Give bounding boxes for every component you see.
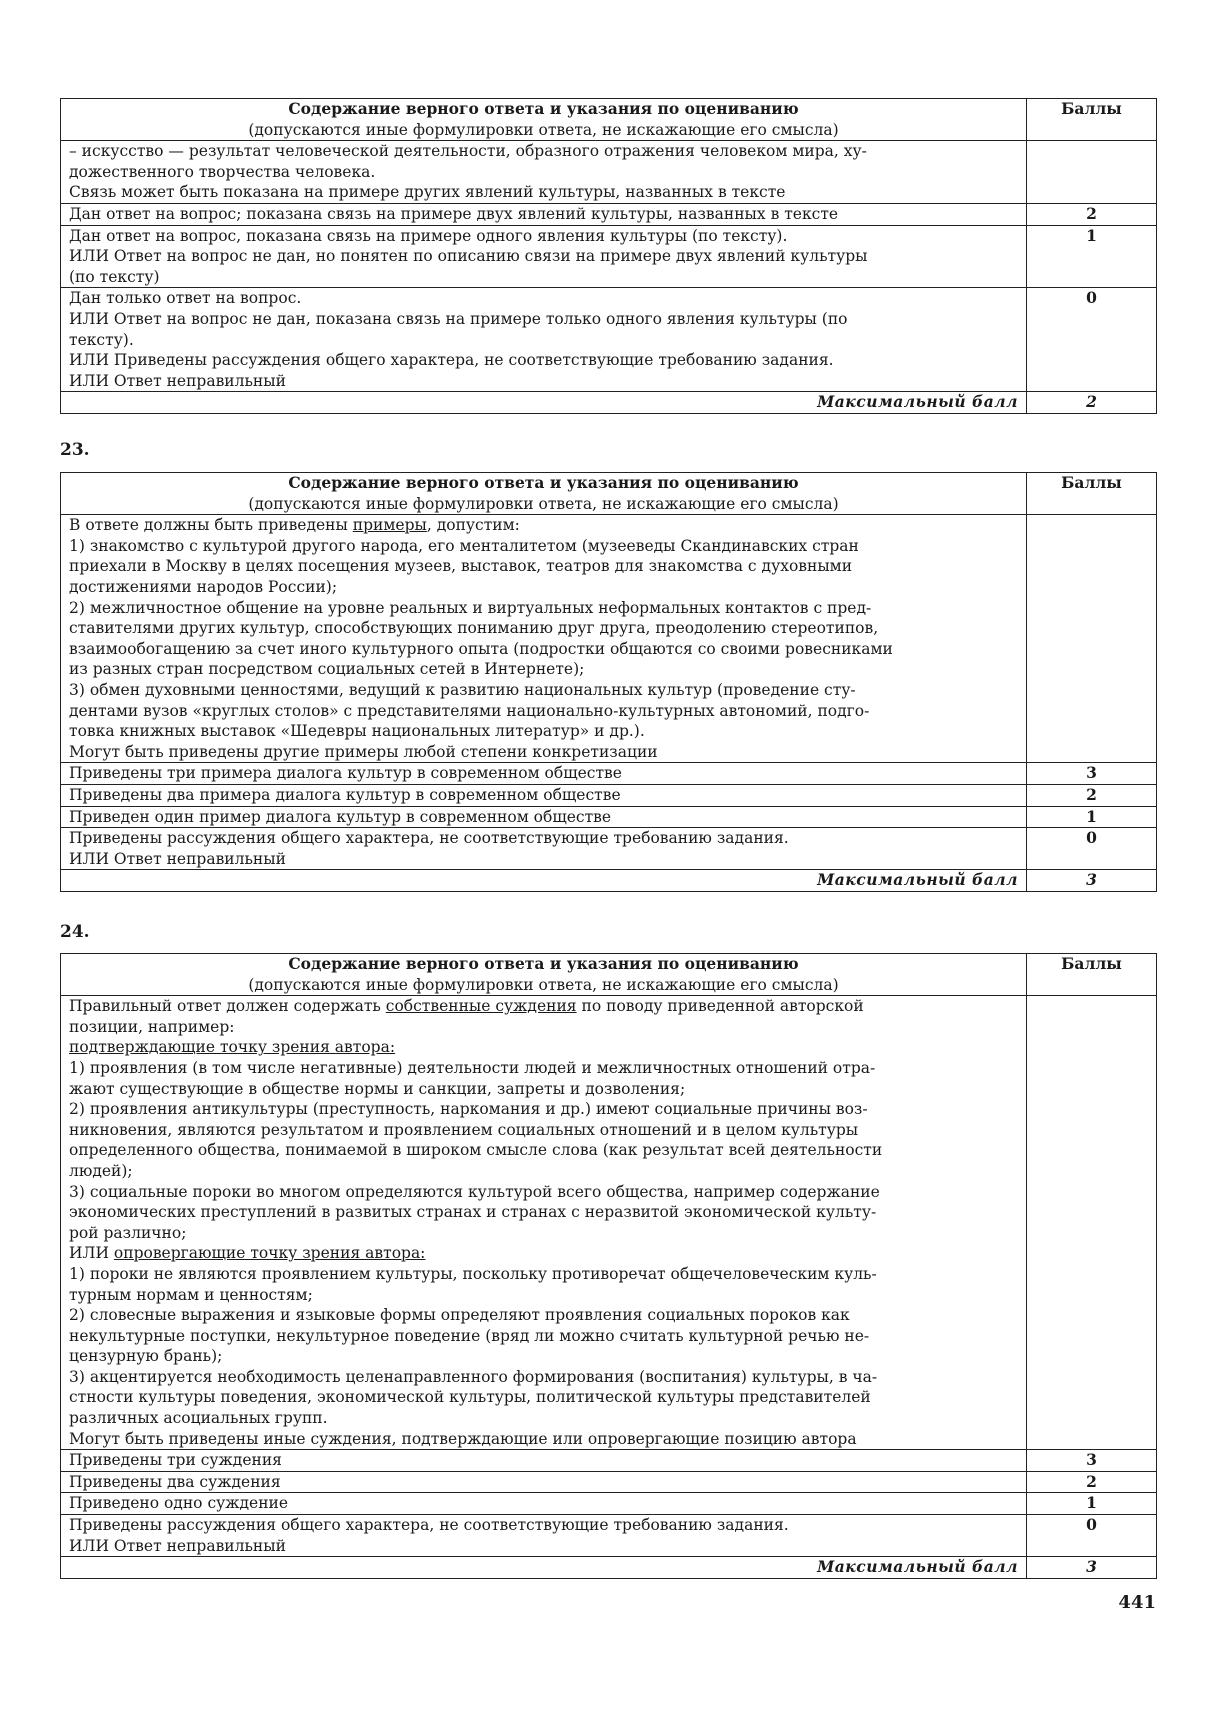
text-line: 2) проявления антикультуры (преступность, наркомания и др.) имеют социальные причины воз-: [69, 1100, 868, 1119]
text-line: из разных стран посредством социальных сетей в Интернете);: [69, 660, 585, 679]
text-line: Приведены два суждения: [69, 1472, 281, 1491]
text-line: 2) межличностное общение на уровне реальных и виртуальных неформальных контактов с пред-: [69, 598, 872, 617]
points-header: Баллы: [1027, 99, 1157, 141]
text-line: Дан ответ на вопрос, показана связь на примере одного явления культуры (по тексту).: [69, 226, 788, 245]
text-line: цензурную брань);: [69, 1347, 223, 1366]
score-value: 0: [1027, 1515, 1157, 1557]
score-value: 0: [1027, 288, 1157, 392]
criteria-table-24: [60, 953, 1157, 1579]
text-line: товка книжных выставок «Шедевры национальных литератур» и др.).: [69, 722, 645, 741]
text-line: 3) акцентируется необходимость целенаправленного формирования (воспитания) культуры, в ча-: [69, 1367, 878, 1386]
text-line: достижениями народов России);: [69, 577, 338, 596]
text-line: ИЛИ Ответ на вопрос не дан, показана связь на примере только одного явления культуры (по: [69, 309, 848, 328]
text-line: 3) обмен духовными ценностями, ведущий к развитию национальных культур (проведение сту-: [69, 680, 856, 699]
text-line: Приведены три суждения: [69, 1451, 282, 1470]
text-line: стности культуры поведения, экономической культуры, политической культуры представителей: [69, 1388, 871, 1407]
max-score-label: Максимальный балл: [61, 392, 1027, 414]
max-score-label: Максимальный балл: [61, 1557, 1027, 1579]
text-fragment: В ответе должны быть приведены: [69, 516, 353, 535]
points-header: Баллы: [1027, 954, 1157, 996]
text-line: рой различно;: [69, 1223, 187, 1242]
score-value: 3: [1027, 763, 1157, 785]
header-subtitle: (допускаются иные формулировки ответа, не искажающие его смысла): [248, 975, 839, 994]
text-line: Приведено одно суждение: [69, 1494, 289, 1513]
text-line: жают существующие в обществе нормы и санкции, запреты и дозволения;: [69, 1079, 686, 1098]
score-cell-empty: [1027, 141, 1157, 204]
text-line: турным нормам и ценностям;: [69, 1285, 313, 1304]
text-fragment: по поводу приведенной авторской: [576, 997, 864, 1016]
text-line: 2) словесные выражения и языковые формы определяют проявления социальных пороков как: [69, 1306, 850, 1325]
text-line: ИЛИ Приведены рассуждения общего характера, не соответствующие требованию задания.: [69, 351, 834, 370]
table-header-row: [61, 473, 1157, 515]
table-row: [61, 288, 1157, 392]
score-value: 2: [1027, 203, 1157, 225]
table-row: [61, 828, 1157, 870]
score-cell-empty: [1027, 515, 1157, 763]
text-line: Приведены рассуждения общего характера, не соответствующие требованию задания.: [69, 1516, 789, 1535]
score-value: 3: [1027, 1450, 1157, 1472]
text-fragment: ИЛИ: [69, 1244, 114, 1263]
page-number: 441: [1118, 1592, 1156, 1613]
table-row: [61, 1471, 1157, 1493]
answer-content: [61, 141, 1027, 204]
table-header-row: [61, 99, 1157, 141]
criterion-text: [61, 1450, 1027, 1472]
text-line: Дан только ответ на вопрос.: [69, 289, 302, 308]
text-line: 1) проявления (в том числе негативные) деятельности людей и межличностных отношений отра-: [69, 1058, 876, 1077]
max-score-row: [61, 1557, 1157, 1579]
text-line: Приведены два примера диалога культур в современном обществе: [69, 785, 621, 804]
criterion-text: [61, 763, 1027, 785]
max-score-row: [61, 392, 1157, 414]
text-line: [69, 996, 1018, 1017]
text-line: экономических преступлений в развитых странах и странах с неразвитой экономической культу-: [69, 1203, 877, 1222]
refute-heading: опровергающие точку зрения автора:: [113, 1244, 426, 1263]
criterion-text: [61, 225, 1027, 288]
text-line: [69, 515, 1018, 536]
text-line: взаимообогащению за счет иного культурного опыта (подростки общаются со своими ровесниками: [69, 639, 893, 658]
table-header-row: [61, 954, 1157, 996]
criterion-text: [61, 203, 1027, 225]
criterion-text: [61, 1493, 1027, 1515]
text-line: Приведен один пример диалога культур в современном обществе: [69, 807, 612, 826]
score-value: 1: [1027, 225, 1157, 288]
confirm-heading: подтверждающие точку зрения автора:: [69, 1038, 396, 1057]
underlined-term: примеры: [352, 516, 427, 535]
text-line: некультурные поступки, некультурное поведение (вряд ли можно считать культурной речью не-: [69, 1326, 870, 1345]
underlined-term: собственные суждения: [385, 997, 577, 1016]
text-line: ИЛИ Ответ на вопрос не дан, но понятен по описанию связи на примере двух явлений культуры: [69, 247, 868, 266]
text-fragment: , допустим:: [426, 516, 520, 535]
text-line: Могут быть приведены другие примеры любой степени конкретизации: [69, 742, 658, 761]
table-row: [61, 225, 1157, 288]
table-row: [61, 784, 1157, 806]
criteria-table-22: [60, 98, 1157, 414]
criterion-text: [61, 1515, 1027, 1557]
table-row: [61, 763, 1157, 785]
header-subtitle: (допускаются иные формулировки ответа, не искажающие его смысла): [248, 120, 839, 139]
score-value: 2: [1027, 1471, 1157, 1493]
text-line: ИЛИ Ответ неправильный: [69, 849, 286, 868]
text-line: дожественного творчества человека.: [69, 162, 376, 181]
text-line: – искусство — результат человеческой деятельности, образного отражения человеком мира, ху-: [69, 142, 867, 161]
header-title: Содержание верного ответа и указания по оцениванию: [288, 99, 799, 118]
answer-content: [61, 515, 1027, 763]
max-score-row: [61, 870, 1157, 892]
text-fragment: Правильный ответ должен содержать: [69, 997, 386, 1016]
question-number-24: 24.: [60, 922, 90, 942]
text-line: ИЛИ Ответ неправильный: [69, 1536, 286, 1555]
max-score-value: 3: [1027, 1557, 1157, 1579]
table-row: [61, 203, 1157, 225]
text-line: 1) пороки не являются проявлением культуры, поскольку противоречат общечеловеческим куль-: [69, 1264, 877, 1283]
text-line: 3) социальные пороки во многом определяются культурой всего общества, например содержание: [69, 1182, 880, 1201]
score-value: 1: [1027, 806, 1157, 828]
table-row: [61, 141, 1157, 204]
criterion-text: [61, 784, 1027, 806]
criterion-text: [61, 828, 1027, 870]
header-title: Содержание верного ответа и указания по оцениванию: [288, 473, 799, 492]
question-number-23: 23.: [60, 440, 90, 460]
table-header-cell: [61, 954, 1027, 996]
text-line: людей);: [69, 1161, 133, 1180]
text-line: тексту).: [69, 330, 134, 349]
answer-content: [61, 996, 1027, 1450]
table-row: [61, 1515, 1157, 1557]
max-score-label: Максимальный балл: [61, 870, 1027, 892]
header-title: Содержание верного ответа и указания по оцениванию: [288, 954, 799, 973]
table-row: [61, 996, 1157, 1450]
refute-heading-line: [69, 1243, 1018, 1264]
score-value: 0: [1027, 828, 1157, 870]
text-line: дентами вузов «круглых столов» с представителями национально-культурных автономий, подго-: [69, 701, 870, 720]
score-value: 1: [1027, 1493, 1157, 1515]
criterion-text: [61, 288, 1027, 392]
text-line: (по тексту): [69, 267, 160, 286]
text-line: Приведены рассуждения общего характера, не соответствующие требованию задания.: [69, 829, 789, 848]
max-score-value: 2: [1027, 392, 1157, 414]
score-value: 2: [1027, 784, 1157, 806]
table-row: [61, 1450, 1157, 1472]
text-line: позиции, например:: [69, 1017, 235, 1036]
criterion-text: [61, 1471, 1027, 1493]
table-header-cell: [61, 99, 1027, 141]
points-header: Баллы: [1027, 473, 1157, 515]
text-line: ИЛИ Ответ неправильный: [69, 371, 286, 390]
criteria-table-23: [60, 472, 1157, 892]
table-row: [61, 515, 1157, 763]
header-subtitle: (допускаются иные формулировки ответа, не искажающие его смысла): [248, 494, 839, 513]
text-line: ставителями других культур, способствующих пониманию друг друга, преодолению стереотипов,: [69, 619, 879, 638]
text-line: Могут быть приведены иные суждения, подтверждающие или опровергающие позицию автора: [69, 1429, 857, 1448]
table-row: [61, 806, 1157, 828]
table-row: [61, 1493, 1157, 1515]
table-header-cell: [61, 473, 1027, 515]
score-cell-empty: [1027, 996, 1157, 1450]
text-line: различных асоциальных групп.: [69, 1409, 328, 1428]
max-score-value: 3: [1027, 870, 1157, 892]
text-line: приехали в Москву в целях посещения музеев, выставок, театров для знакомства с духовными: [69, 557, 853, 576]
text-line: 1) знакомство с культурой другого народа, его менталитетом (музееведы Скандинавских стран: [69, 536, 859, 555]
text-line: никновения, являются результатом и проявлением социальных отношений и в целом культуры: [69, 1120, 859, 1139]
text-line: определенного общества, понимаемой в широком смысле слова (как результат всей деятельности: [69, 1141, 883, 1160]
text-line: Связь может быть показана на примере других явлений культуры, названных в тексте: [69, 183, 786, 202]
text-line: Приведены три примера диалога культур в современном обществе: [69, 764, 622, 783]
text-line: Дан ответ на вопрос; показана связь на примере двух явлений культуры, названных в тексте: [69, 204, 839, 223]
criterion-text: [61, 806, 1027, 828]
